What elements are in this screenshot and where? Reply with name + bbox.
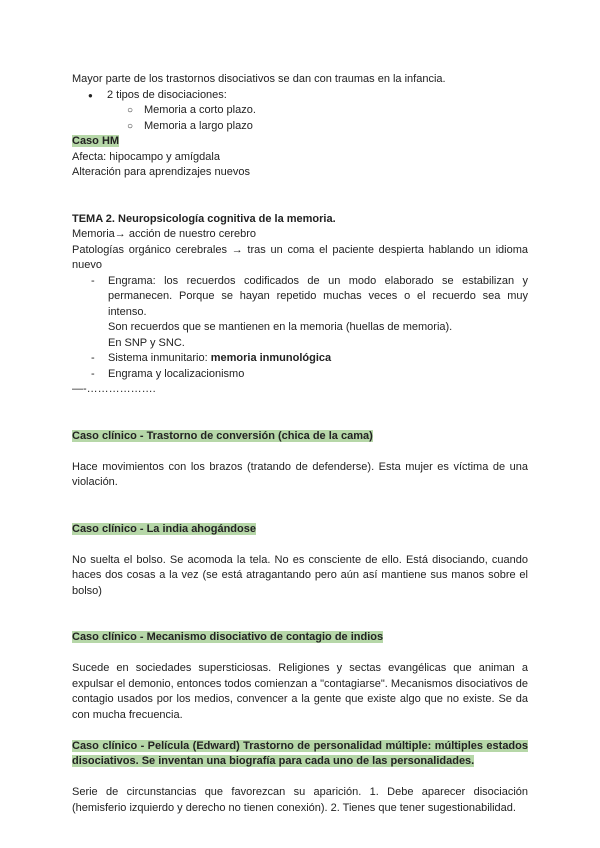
- spacer: [72, 723, 528, 739]
- dissociation-types-list: [72, 88, 528, 135]
- caso-hm-line: Alteración para aprendizajes nuevos: [72, 166, 250, 178]
- caso-body: No suelta el bolso. Se acomoda la tela. No es consciente de ello. Está disociando, cuando haces dos cosas a la vez (se está atragantando pero aún así mantiene sus manos sobre el bolso): [72, 553, 528, 597]
- spacer: [72, 181, 528, 212]
- sub-list-item: ○ Memoria a largo plazo: [72, 119, 528, 135]
- intro-line: Mayor parte de los trastornos disociativos se dan con traumas en la infancia.: [72, 73, 446, 85]
- caso-body: Sucede en sociedades supersticiosas. Religiones y sectas evangélicas que animan a expulsar el demonio, entonces todos comienzan a "contagiarse". Mecanismos disociativos de contagio usados por los medios, convencer a la gente que existe algo que no existe. Se da con mucha frecuencia.: [72, 662, 528, 721]
- sistema-prefix: Sistema inmunitario:: [108, 352, 211, 364]
- separator-line: —-……………….: [72, 383, 156, 395]
- sub-list-item: ○ Memoria a corto plazo.: [72, 103, 528, 119]
- spacer: [72, 444, 528, 460]
- tema2-line: Patologías orgánico cerebrales → tras un coma el paciente despierta hablando un idioma nuevo: [72, 243, 528, 271]
- caso-hm-heading-line: [72, 134, 528, 150]
- caso-body: Hace movimientos con los brazos (tratando de defenderse). Esta mujer es víctima de una violación.: [72, 460, 528, 488]
- list-item: [72, 351, 528, 367]
- document-page: [72, 72, 528, 816]
- caso-heading-line: [72, 429, 528, 445]
- spacer: [72, 537, 528, 553]
- spacer: [72, 398, 528, 429]
- caso-heading: Caso clínico - Mecanismo disociativo de contagio de indios: [72, 631, 384, 643]
- caso-body: Serie de circunstancias que favorezcan su aparición. 1. Debe aparecer disociación (hemisferio izquierdo y derecho no tienen conexión). 2. Tienes que tener sugestionabilidad.: [72, 786, 528, 814]
- list-item: [72, 274, 528, 352]
- spacer: [72, 599, 528, 630]
- list-item: [72, 88, 528, 135]
- caso-heading: Caso clínico - Película (Edward) Trastorno de personalidad múltiple: múltiples estados disociativos. Se inventan una biografía para cada uno de las personalidades.: [72, 739, 528, 767]
- engrama-cont: Son recuerdos que se mantienen en la memoria (huellas de memoria).: [108, 321, 453, 333]
- tema2-heading: TEMA 2. Neuropsicología cognitiva de la memoria.: [72, 212, 336, 225]
- tema2-dash-list: [72, 274, 528, 383]
- sistema-bold: memoria inmunológica: [210, 352, 332, 364]
- tema2-line: Memoria→ acción de nuestro cerebro: [72, 228, 257, 240]
- caso-heading-line: [72, 630, 528, 646]
- caso-heading: Caso clínico - Trastorno de conversión (chica de la cama): [72, 429, 373, 442]
- list-item: - Engrama y localizacionismo: [72, 367, 528, 383]
- caso-heading: Caso clínico - La india ahogándose: [72, 522, 256, 535]
- sub-list: [72, 103, 528, 134]
- engrama-text: - Engrama: los recuerdos codificados de un modo elaborado se estabilizan y permanecen. Porque se hayan repetido muchas veces o el recuerdo sea muy intenso.: [108, 274, 528, 318]
- spacer: [72, 770, 528, 786]
- caso-heading-line: [72, 739, 528, 770]
- spacer: [72, 491, 528, 522]
- caso-hm-line: Afecta: hipocampo y amígdala: [72, 150, 220, 163]
- engrama-cont: En SNP y SNC.: [108, 336, 185, 349]
- caso-hm-heading: Caso HM: [72, 135, 120, 147]
- spacer: [72, 646, 528, 662]
- caso-heading-line: [72, 522, 528, 538]
- list-item-text: 2 tipos de disociaciones:: [107, 88, 227, 101]
